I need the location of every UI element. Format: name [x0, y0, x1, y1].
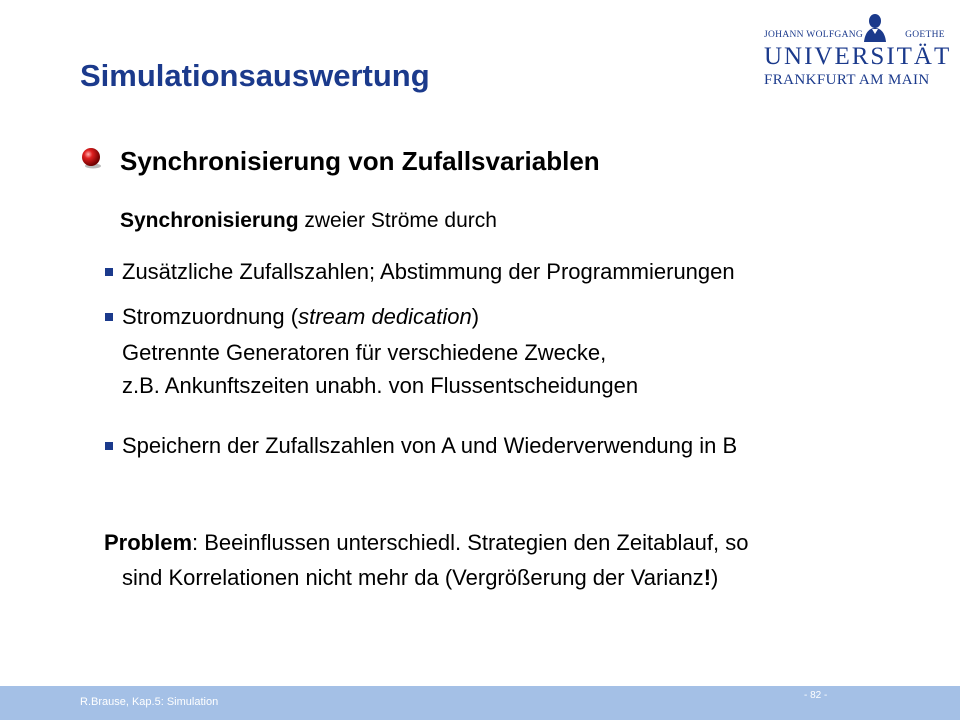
logo-line-1: [764, 30, 945, 40]
logo-line-1-left: JOHANN WOLFGANG: [764, 30, 864, 40]
slide-title: Simulationsauswertung: [80, 58, 430, 93]
problem-rest: : Beeinflussen unterschiedl. Strategien den Zeitablauf, so: [192, 530, 749, 555]
university-logo: [764, 12, 952, 90]
problem-label: Problem: [104, 530, 193, 555]
problem-line-2-pre: sind Korrelationen nicht mehr da (Vergrößerung der Varianz: [122, 565, 704, 590]
red-ball-bullet-icon: [80, 146, 104, 170]
bullet-2-pre: Stromzuordnung (: [122, 304, 299, 329]
square-bullet-icon: [105, 442, 113, 450]
bullet-2-post: ): [471, 304, 480, 329]
square-bullet-icon: [105, 313, 113, 321]
logo-line-2: UNIVERSITÄT: [764, 43, 952, 70]
bullet-2-line-3: z.B. Ankunftszeiten unabh. von Flussentscheidungen: [122, 373, 639, 398]
footer-author: R.Brause, Kap.5: Simulation: [80, 696, 219, 708]
problem-line-2-post: ): [711, 565, 719, 590]
intro-line: [120, 206, 497, 236]
bullet-1: Zusätzliche Zufallszahlen; Abstimmung der Programmierungen: [122, 259, 735, 284]
problem-line-2-bold: !: [703, 565, 712, 590]
bullet-2-italic: stream dedication: [298, 304, 472, 329]
intro-bold: Synchronisierung: [120, 209, 299, 232]
page-number: - 82 -: [804, 690, 828, 701]
logo-line-1-right: GOETHE: [905, 30, 945, 40]
logo-line-3: FRANKFURT AM MAIN: [764, 72, 930, 88]
bullet-2-line-1: [122, 302, 479, 332]
problem-line-2: [122, 563, 718, 593]
bullet-3: Speichern der Zufallszahlen von A und Wiederverwendung in B: [122, 433, 738, 458]
square-bullet-icon: [105, 268, 113, 276]
bullet-2-line-2: Getrennte Generatoren für verschiedene Zwecke,: [122, 340, 607, 365]
section-heading: Synchronisierung von Zufallsvariablen: [120, 146, 600, 176]
problem-line-1: [104, 528, 749, 558]
footer-bar: [0, 686, 960, 720]
intro-rest: zweier Ströme durch: [298, 209, 497, 232]
